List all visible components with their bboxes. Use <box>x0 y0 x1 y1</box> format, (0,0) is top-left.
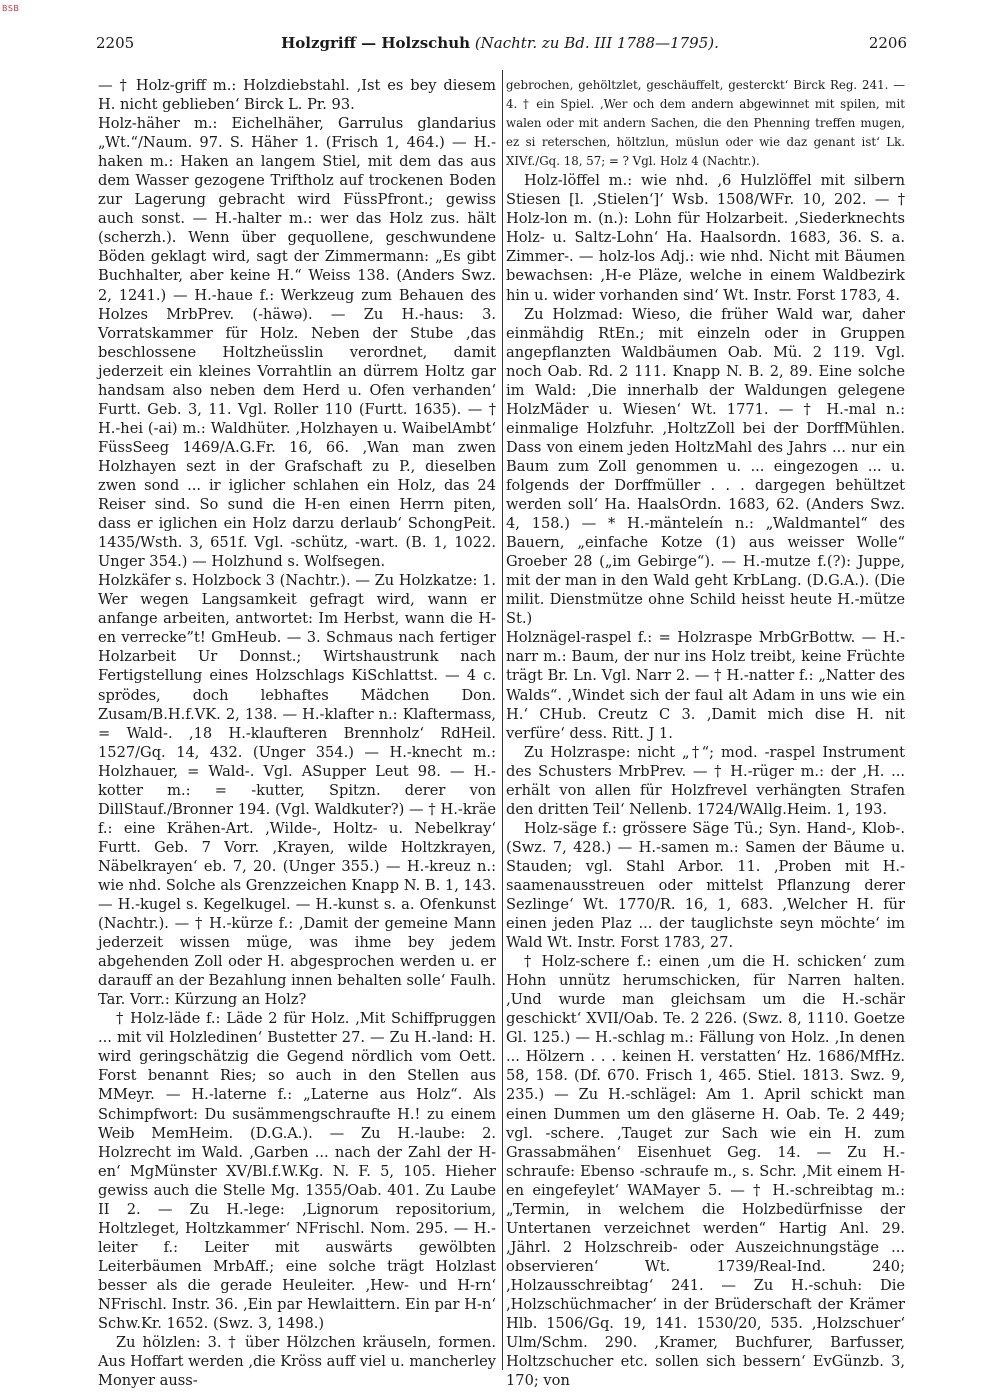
running-title <box>93 34 907 52</box>
dictionary-entry-paragraph: † Holz-schere f.: einen ‚um die H. schicken‘ zum Hohn unnütz herumschicken, für Narren halten. ‚Und wurde man gleichsam um die H.-schär geschickt‘ XVII/Oab. Te. 2 226. (Swz. 8, 1110. Goetze Gl. 125.) — H.-schlag m.: Fällung von Holz. ‚In denen ... Hölzern . . . keinen H. verstatten‘ Hz. 1686/MfHz. 58, 158. (Df. 670. Frisch 1, 465. Stiel. 1813. Swz. 9, 235.) — Zu H.-schlägel: Am 1. April schickt man einen Dummen um den gläserne H. Oab. Te. 2 449; vgl. -schere. ‚Tauget zur Sach wie ein H. zum Grassabmähen‘ Eisenhuet Geg. 14. — Zu H.-schraufe: Ebenso -schraufe m., s. Schr. ‚Mit einem H-en eingefeylet‘ WAMayer 5. — † H.-schreibtag m.: „Termin, in welchem die Holzbedürfnisse der Untertanen verzeichnet werden“ Hartig Anl. 29. ‚Jährl. 2 Holzschreib- oder Auszeichnungstäge ... observieren‘ Wt. 1739/Real-Ind. 240; ‚Holzausschreibtag‘ 241. — Zu H.-schuh: Die ‚Holzschüchmacher‘ in der Brüderschaft der Krämer Hlb. 1506/Gq. 19, 141. 1530/20, 535. ‚Holzschuer‘ Ulm/Schm. 290. ‚Kramer, Buchfurer, Barfusser, Holtzschucher etc. sollen sich bessern‘ EvGünzb. 3, 170; von <box>506 953 905 1390</box>
dictionary-entry-paragraph: gebrochen, gehöltzlet, geschäuffelt, gesterckt‘ Birck Reg. 241. — 4. † ein Spiel. ‚Wer och dem andern abgewinnet mit spilen, mit walen oder mit andern Sachen, die den Phenning treffen mugen, ez si reterschen, höltzlun, müslun oder wie daz genant ist‘ Lk. XIVf./Gq. 18, 57; = ? Vgl. Holz 4 (Nachtr.). <box>506 78 905 169</box>
dictionary-entry-paragraph: Zu Holzmad: Wieso, die früher Wald war, daher einmähdig RtEn.; mit einzeln oder in Gruppen angepflanzten Waldbäumen Oab. Mü. 2 119. Vgl. noch Oab. Rd. 2 111. Knapp N. B. 2, 89. Eine solche im Wald: ‚Die innerhalb der Waldungen gelegene HolzMäder u. Wiesen‘ Wt. 1771. — † H.-mal n.: einmalige Holzfuhr. ‚HoltzZoll bei der DorffMühlen. Dass von einem jeden HoltzMahl des Jahrs ... nur ein Baum zum Zoll genommen u. ... eingezogen ... u. folgends der Dorffmüller . . . dargegen behültzet werden soll‘ Ha. HaalsOrdn. 1683, 62. (Anders Swz. 4, 158.) — * H.-mänteleín n.: „Waldmantel“ des Bauern, „einfache Kotze (1) aus weisser Wolle“ Groeber 28 („im Gebirge“). — H.-mutze f.(?): Juppe, mit der man in den Wald geht KrbLang. (D.G.A.). (Die milit. Dienstmütze ohne Schild heisst heute H.-mütze St.) <box>506 305 905 628</box>
dictionary-entry-paragraph: Zu Holzraspe: nicht „†“; mod. -raspel Instrument des Schusters MrbPrev. — † H.-rüger m.: der ‚H. ... erhält von allen für Holzfrevel verhängten Strafen den dritten Teil‘ Nellenb. 1724/WAllg.Heim. 1, 193. <box>506 743 905 818</box>
right-column <box>506 76 905 1390</box>
page-number-right: 2206 <box>868 34 907 52</box>
dictionary-entry-paragraph: Holz-löffel m.: wie nhd. ‚6 Hulzlöffel mit silbern Stiesen [l. ‚Stielen‘]‘ Wsb. 1508/WFr. 10, 202. — † Holz-lon m. (n.): Lohn für Holzarbeit. ‚Siederknechts Holz- u. Saltz-Lohn‘ Ha. Haalsordn. 1683, 36. S. a. Zimmer-. — holz-los Adj.: wie nhd. Nicht mit Bäumen bewachsen: ‚H-e Pläze, welche in einem Waldbezirk hin u. wider vorhanden sind‘ Wt. Instr. Forst 1783, 4. <box>506 172 905 304</box>
running-header <box>93 34 907 58</box>
running-title-main: Holzgriff — Holzschuh <box>281 34 471 52</box>
dictionary-entry-paragraph: † Holz-läde f.: Läde 2 für Holz. ‚Mit Schiffpruggen ... mit vil Holzledinen‘ Bustetter 27. — Zu H.-land: H. wird geringschätzig die Gegend nördlich vom Oett. Forst benannt Ries; so auch in den Stellen aus MMeyr. — H.-laterne f.: „Laterne aus Holz“. Als Schimpfwort: Du susämmengschraufte H.! zu einem Weib MemHeim. (D.G.A.). — Zu H.-laube: 2. Holzrecht im Wald. ‚Garben ... nach der Zahl der H-en‘ MgMünster XV/Bl.f.W.Kg. N. F. 5, 105. Hieher gewiss auch die Stelle Mg. 1355/Oab. 401. Zu Laube II 2. — Zu H.-lege: ‚Lignorum repositorium, Holtzleget, Holtzkammer‘ NFrischl. Nom. 295. — H.-leiter f.: Leiter mit auswärts gewölbten Leiterbäumen MrbAff.; eine solche trägt Holzlast besser als die gerade Heuleiter. ‚Hew- und H-rn‘ NFrischl. Instr. 36. ‚Ein par Hewlaittern. Ein par H-n‘ Schw.Kr. 1652. (Swz. 3, 1498.) <box>98 1010 496 1333</box>
dictionary-entry-paragraph: Holznägel-raspel f.: = Holzraspe MrbGrBottw. — H.-narr m.: Baum, der nur ins Holz treibt, keine Früchte trägt Br. Ln. Vgl. Narr 2. — † H.-natter f.: „Natter des Walds“. ‚Windet sich der faul alt Adam in uns wie ein H.‘ CHub. Creutz C 3. ‚Damit mich dise H. nit verfüre‘ dess. Ritt. J 1. <box>506 629 905 742</box>
dictionary-entry-paragraph: Holz-häher m.: Eichelhäher, Garrulus glandarius „Wt.“/Naum. 97. S. Häher 1. (Frisch 1, 464.) — H.-haken m.: Haken an langem Stiel, mit dem das aus dem Wasser gezogene Triftholz auf trockenen Boden zur Lagerung gebracht wird FüssPfront.; gewiss auch sonst. — H.-halter m.: wer das Holz zus. hält (scherzh.). Wenn über gequollene, geschwundene Böden geklagt wird, sagt der Zimmermann: „Es gibt Buchhalter, aber keine H.“ Weiss 138. (Anders Swz. 2, 1241.) — H.-haue f.: Werkzeug zum Behauen des Holzes MrbPrev. (-häwə). — Zu H.-haus: 3. Vorratskammer für Holz. Neben der Stube ‚das beschlossene Holtzheüsslin verordnet, damit jederzeit ein kleines Vorrahtlin an dürrem Holtz gar handsam also neben dem Herd u. Ofen verhanden‘ Furtt. Geb. 3, 11. Vgl. Roller 110 (Furtt. 1635). — † H.-hei (-ai) m.: Waldhüter. ‚Holzhayen u. WaibelAmbt‘ FüssSeeg 1469/A.G.Fr. 16, 66. ‚Wan man zwen Holzhayen sezt in der Grafschaft zu P., dieselben zwen sond ... ir iglicher schlahen ein Holz, das 24 Reiser sind. So sund die H-en einen Herrn piten, dass er iglichen ein Holz darzu derlaub‘ SchongPeit. 1435/Wsth. 3, 651f. Vgl. -schütz, -wart. (B. 1, 1022. Unger 354.) — Holzhund s. Wolfsegen. <box>98 115 496 571</box>
dictionary-entry-paragraph: Holz-säge f.: grössere Säge Tü.; Syn. Hand-, Klob-. (Swz. 7, 428.) — H.-samen m.: Samen der Bäume u. Stauden; vgl. Stahl Arbor. 11. ‚Proben mit H.-saamenausstreuen oder mittelst Pflanzung derer Sezlinge‘ Wt. 1770/R. 16, 1, 683. ‚Welcher H. für einen jeden Plaz ... der tauglichste seyn möchte‘ im Wald Wt. Instr. Forst 1783, 27. <box>506 819 905 952</box>
library-stamp: BSB <box>2 4 20 13</box>
column-divider <box>502 70 503 1370</box>
left-column <box>98 76 496 1390</box>
page-number-left: 2205 <box>96 34 135 52</box>
dictionary-entry-paragraph: Zu hölzlen: 3. † über Hölzchen kräuseln, formen. Aus Hoffart werden ‚die Kröss auff viel u. mancherley Monyer auss- <box>98 1334 496 1390</box>
dictionary-entry-paragraph: — † Holz-griff m.: Holzdiebstahl. ‚Ist es bey diesem H. nicht geblieben‘ Birck L. Pr. 93. <box>98 77 496 114</box>
dictionary-entry-paragraph: Holzkäfer s. Holzbock 3 (Nachtr.). — Zu Holzkatze: 1. Wer wegen Langsamkeit gefragt wird, wann er anfange arbeiten, antwortet: Im Herbst, wann die H-en verrecke”t! GmHeub. — 3. Schmaus nach fertiger Holzarbeit Ur Donnst.; Wirtshaustrunk nach Fertigstellung eines Holzschlags KiSchlattst. — 4 c. sprödes, doch lebhaftes Mädchen Don. Zusam/B.H.f.VK. 2, 138. — H.-klafter n.: Klaftermass, = Wald-. ‚18 H.-klaufteren Brennholz‘ RdHeil. 1527/Gq. 14, 432. (Unger 354.) — H.-knecht m.: Holzhauer, = Wald-. Vgl. ASupper Leut 98. — H.-kotter m.: = -kutter, Spitzn. derer von DillStauf./Bronner 194. (Vgl. Waldkuter?) — † H.-kräe f.: eine Krähen-Art. ‚Wilde-, Holtz- u. Nebelkray‘ Furtt. Geb. 7 Vorr. ‚Krayen, wilde Holtzkrayen, Näbelkrayen‘ eb. 7, 20. (Unger 355.) — H.-kreuz n.: wie nhd. Solche als Grenzzeichen Knapp N. B. 1, 143. — H.-kugel s. Kegelkugel. — H.-kunst s. a. Ofenkunst (Nachtr.). — † H.-kürze f.: ‚Damit der gemeine Mann jederzeit wissen müge, was ihme bey jedem abgehenden Zoll oder H. abgesprochen werden u. er darauff an der Bezahlung innen behalten solle‘ Faulh. Tar. Vorr.: Kürzung an Holz? <box>98 572 496 1009</box>
running-title-note: (Nachtr. zu Bd. III 1788—1795). <box>474 34 719 52</box>
